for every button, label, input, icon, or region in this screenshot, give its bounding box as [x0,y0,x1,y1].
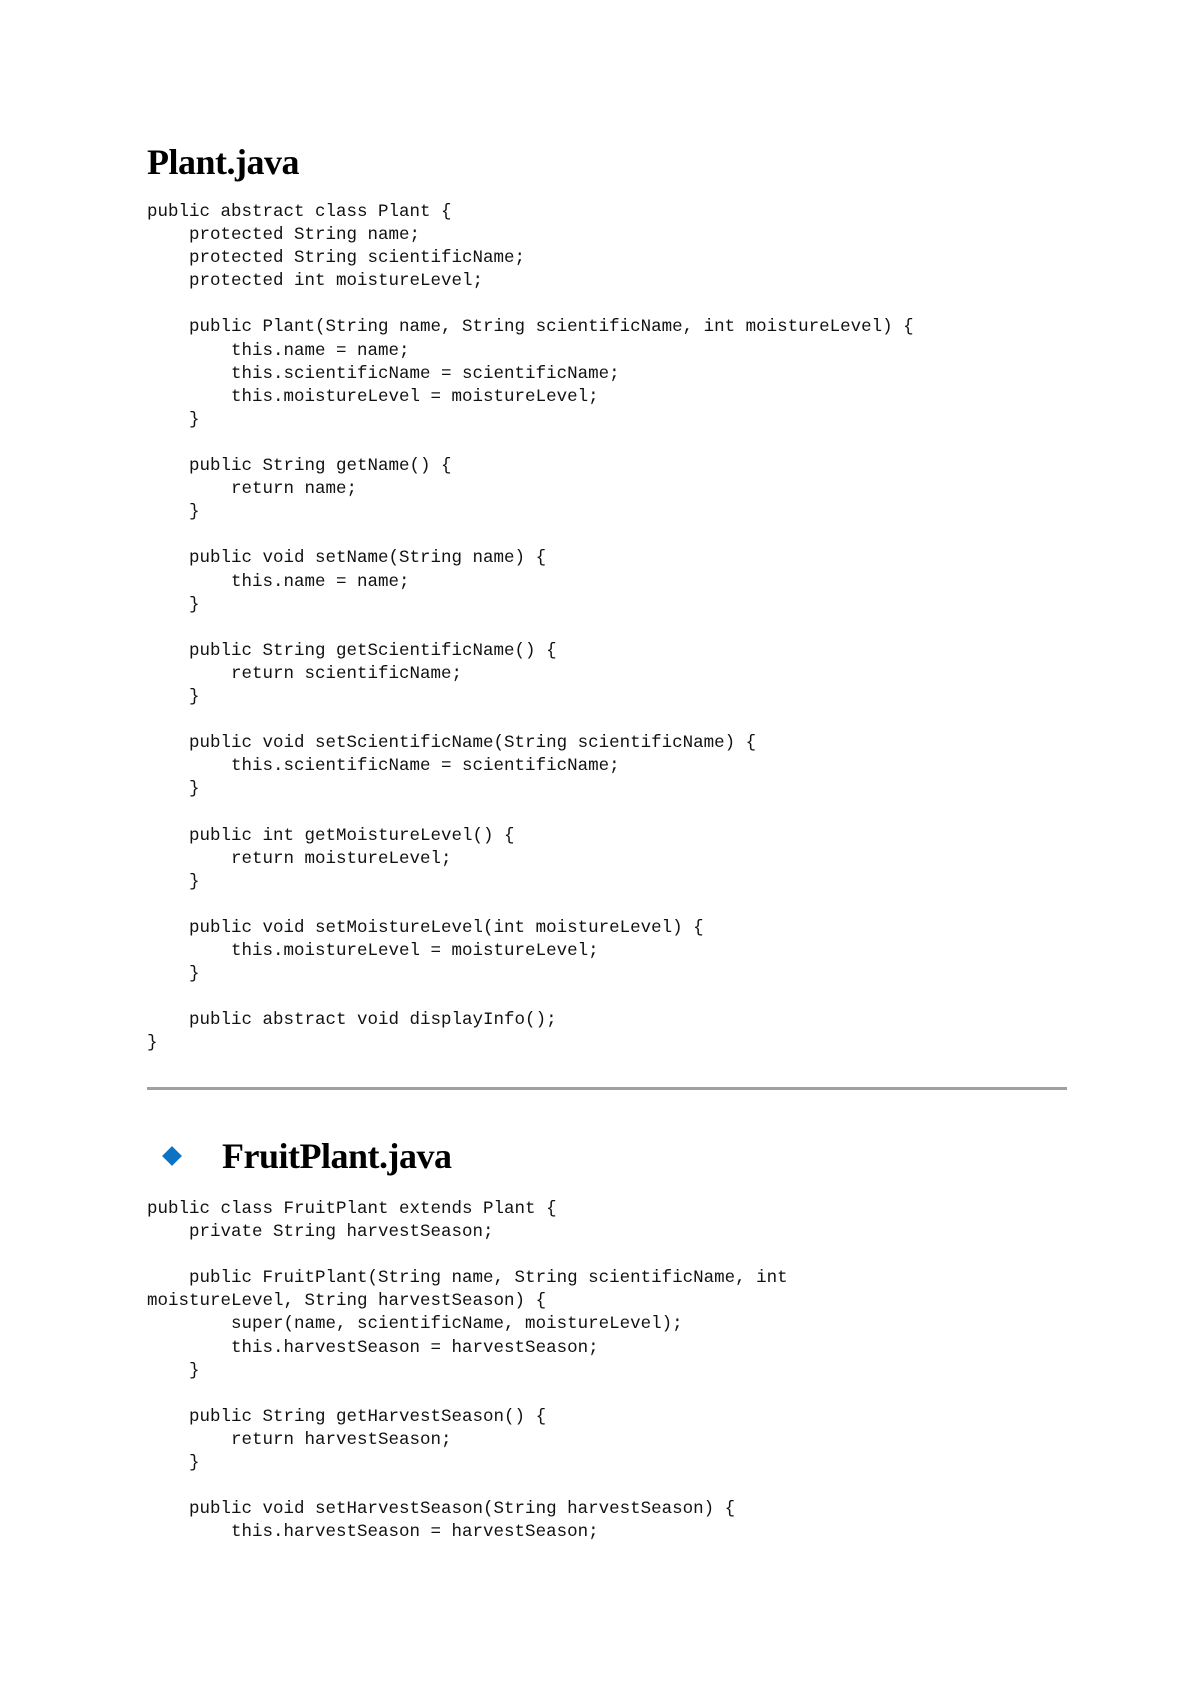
section-divider [147,1087,1067,1090]
fruitplant-title-row [147,1134,1067,1178]
plant-java-title: Plant.java [147,142,299,182]
plant-java-section [147,140,1067,1055]
fruitplant-java-title: FruitPlant.java [222,1136,452,1176]
plant-java-code-block: public abstract class Plant { protected String name; protected String scientificName; protected int moistureLevel; public Plant(String name, String scientificName, int moistureLevel) { this.name = name; this.scientificName = scientificName; this.moistureLevel = moistureLevel; } public String getName() { return name; } public void setName(String name) { this.name = name; } public String getScientificName() { return scientificName; } public void setScientificName(String scientificName) { this.scientificName = scientificName; } public int getMoistureLevel() { return moistureLevel; } public void setMoistureLevel(int moistureLevel) { this.moistureLevel = moistureLevel; } public abstract void displayInfo(); } [147,202,914,1054]
fruitplant-java-code-block: public class FruitPlant extends Plant { private String harvestSeason; public FruitPlant(String name, String scientificName, int moistureLevel, String harvestSeason) { super(name, scientificName, moistureLevel); this.harvestSeason = harvestSeason; } public String getHarvestSeason() { return harvestSeason; } public void setHarvestSeason(String harvestSeason) { this.harvestSeason = harvestSeason; [147,1199,788,1543]
diamond-bullet-icon [162,1146,182,1166]
fruitplant-java-section [147,1134,1067,1544]
